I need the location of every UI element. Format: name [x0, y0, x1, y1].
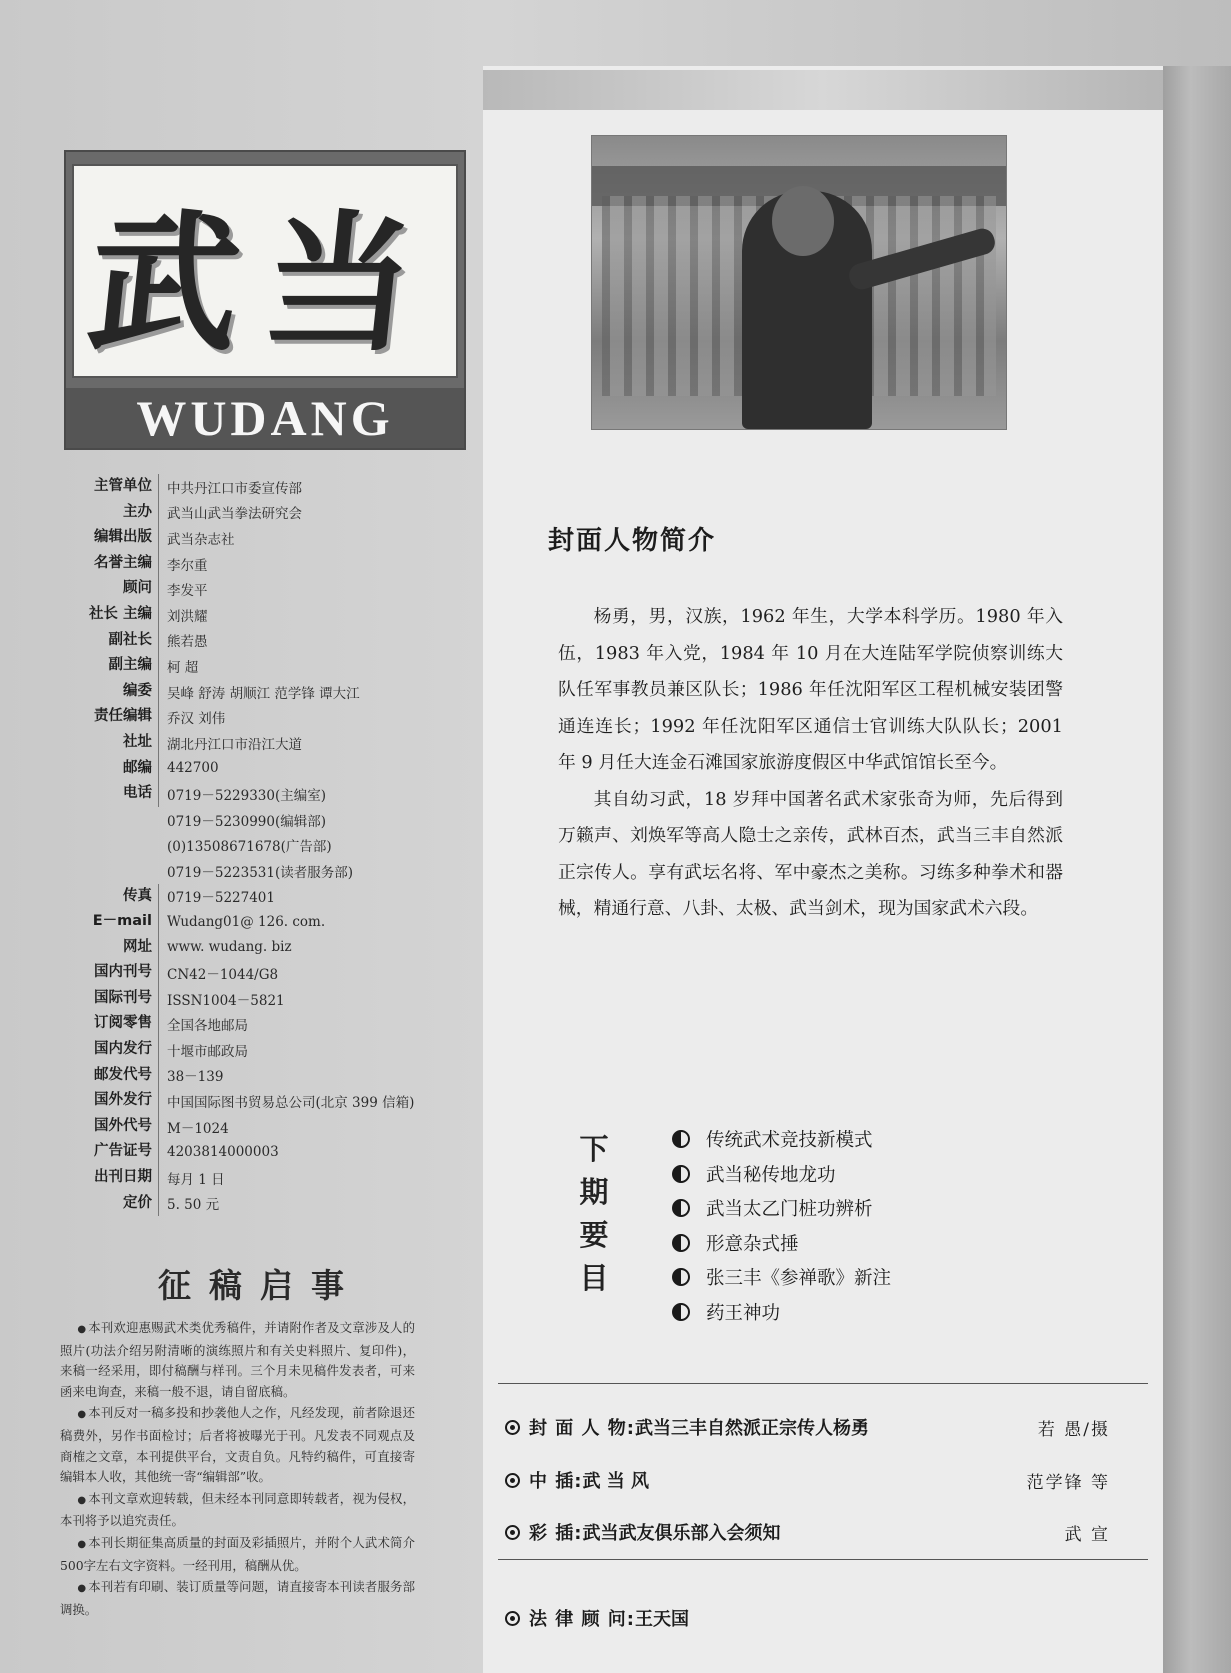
info-row	[66, 679, 466, 705]
info-label: 广告证号	[66, 1139, 159, 1165]
logo-box	[72, 164, 458, 378]
notice-paragraph: ● 本刊长期征集高质量的封面及彩插照片，并附个人武术简介500字左右文字资料。一经刊用，稿酬从优。	[60, 1533, 415, 1576]
masthead-column	[0, 0, 478, 1673]
info-row	[66, 602, 466, 628]
info-row	[66, 704, 466, 730]
next-issue-char: 下	[579, 1132, 609, 1166]
credit-value: 武当武友俱乐部入会须知	[582, 1523, 781, 1544]
info-value: Wudang01@ 126. com.	[167, 913, 326, 930]
credit-value: 武当三丰自然派正宗传人杨勇	[635, 1418, 869, 1439]
next-issue-list	[672, 1122, 1092, 1329]
target-bullet-icon	[505, 1473, 520, 1488]
next-issue-item-label: 药王神功	[706, 1302, 781, 1324]
info-row	[66, 1037, 466, 1063]
info-label: 邮编	[66, 756, 159, 782]
info-row	[66, 858, 466, 884]
target-bullet-icon	[505, 1420, 520, 1435]
info-row	[66, 525, 466, 551]
info-label: 副社长	[66, 628, 159, 654]
info-label: 出刊日期	[66, 1165, 159, 1191]
info-row	[66, 807, 466, 833]
masthead	[64, 150, 466, 450]
next-issue-label	[574, 1128, 614, 1300]
page-edge-shadow	[1163, 66, 1231, 1673]
info-value: www. wudang. biz	[167, 939, 292, 956]
info-label: 传真	[66, 884, 159, 910]
info-value: 全国各地邮局	[167, 1018, 248, 1035]
info-label: 编委	[66, 679, 159, 705]
info-value: 熊若愚	[167, 634, 208, 651]
publication-info-table	[66, 474, 466, 1216]
info-row	[66, 730, 466, 756]
half-circle-bullet-icon	[672, 1130, 690, 1148]
info-label: 副主编	[66, 653, 159, 679]
credit-value: 武 当 风	[582, 1471, 650, 1492]
notice-paragraph: ● 本刊欢迎惠赐武术类优秀稿件，并请附作者及文章涉及人的照片(功法介绍另附清晰的演练照片和有关史料照片、复印件)，来稿一经采用，即付稿酬与样刊。三个月未见稿件发表者，可来函来电询查，来稿一般不退，请自留底稿。	[60, 1318, 415, 1402]
magazine-logo-en: WUDANG	[66, 388, 464, 448]
info-row	[66, 884, 466, 910]
info-value: 柯 超	[167, 659, 199, 676]
info-row	[66, 1088, 466, 1114]
half-circle-bullet-icon	[672, 1303, 690, 1321]
info-row	[66, 832, 466, 858]
target-bullet-icon	[505, 1611, 520, 1626]
info-row	[66, 986, 466, 1012]
next-issue-item	[672, 1295, 1092, 1330]
info-row	[66, 628, 466, 654]
info-value: 湖北丹江口市沿江大道	[167, 736, 302, 753]
info-label: 名誉主编	[66, 551, 159, 577]
next-issue-char: 期	[579, 1175, 609, 1209]
info-value: CN42－1044/G8	[167, 967, 279, 984]
info-value: 武当山武当拳法研究会	[167, 506, 302, 523]
info-row	[66, 960, 466, 986]
credit-label: 彩 插:	[529, 1523, 583, 1544]
half-circle-bullet-icon	[672, 1165, 690, 1183]
bio-paragraph-1: 杨勇，男，汉族，1962 年生，大学本科学历。1980 年入伍，1983 年入党，1984 年 10 月在大连陆军学院侦察训练大队任军事教员兼区队长；1986 年任沈阳军区工程机械安装团警通连连长；1992 年任沈阳军区通信士官训练大队队长；2001 年 9 月任大连金石滩国家旅游度假区中华武馆馆长至今。	[558, 606, 1063, 773]
next-issue-item	[672, 1122, 1092, 1157]
info-label: 责任编辑	[66, 704, 159, 730]
next-issue-item	[672, 1260, 1092, 1295]
info-row	[66, 1011, 466, 1037]
info-value: 十堰市邮政局	[167, 1043, 248, 1060]
info-value: 乔汉 刘伟	[167, 711, 226, 728]
info-value: 4203814000003	[167, 1144, 279, 1161]
article-body	[558, 599, 1063, 928]
half-circle-bullet-icon	[672, 1199, 690, 1217]
info-label: 国外发行	[66, 1088, 159, 1114]
next-issue-item-label: 武当太乙门桩功辨析	[706, 1199, 873, 1221]
info-value: 李发平	[167, 583, 208, 600]
info-label: 定价	[66, 1191, 159, 1217]
info-label: 订阅零售	[66, 1011, 159, 1037]
info-label: 国内刊号	[66, 960, 159, 986]
credit-label: 封 面 人 物:	[529, 1418, 635, 1439]
credit-row-cover	[505, 1414, 1110, 1440]
info-label: 主办	[66, 500, 159, 526]
info-label: 网址	[66, 935, 159, 961]
info-value: 刘洪耀	[167, 608, 208, 625]
info-label: 顾问	[66, 576, 159, 602]
info-row	[66, 653, 466, 679]
notice-paragraph: ● 本刊若有印刷、装订质量等问题，请直接寄本刊读者服务部调换。	[60, 1577, 415, 1620]
next-issue-item	[672, 1191, 1092, 1226]
credit-author: 范学锋 等	[1026, 1472, 1110, 1493]
info-label: 社长 主编	[66, 602, 159, 628]
info-label: 国内发行	[66, 1037, 159, 1063]
info-row	[66, 1191, 466, 1217]
info-label: 主管单位	[66, 474, 159, 500]
article-title: 封面人物简介	[548, 526, 717, 556]
credit-label: 中 插:	[529, 1471, 583, 1492]
target-bullet-icon	[505, 1525, 520, 1540]
info-row	[66, 551, 466, 577]
credit-row-legal	[505, 1605, 1110, 1631]
info-value: 吴峰 舒涛 胡顺江 范学锋 谭大江	[167, 685, 360, 702]
info-value: 武当杂志社	[167, 531, 235, 548]
info-row	[66, 576, 466, 602]
info-row	[66, 1114, 466, 1140]
info-value: 0719－5230990(编辑部)	[167, 813, 327, 830]
next-issue-item	[672, 1226, 1092, 1261]
info-row	[66, 909, 466, 935]
info-value: 0719－5227401	[167, 890, 275, 907]
next-issue-char: 要	[579, 1218, 609, 1252]
info-label: 社址	[66, 730, 159, 756]
info-value: 中共丹江口市委宣传部	[167, 480, 302, 497]
info-value: (0)13508671678(广告部)	[167, 839, 332, 856]
info-row	[66, 1139, 466, 1165]
bio-paragraph-2: 其自幼习武，18 岁拜中国著名武术家张奇为师，先后得到万籁声、刘焕军等高人隐士之亲传，武林百杰，武当三丰自然派正宗传人。享有武坛名将、军中豪杰之美称。习练多种拳术和器械，精通行意、八卦、太极、武当剑术，现为国家武术六段。	[558, 788, 1063, 919]
half-circle-bullet-icon	[672, 1268, 690, 1286]
next-issue-item-label: 传统武术竞技新模式	[706, 1130, 873, 1152]
next-issue-item-label: 张三丰《参禅歌》新注	[706, 1268, 892, 1290]
info-row	[66, 474, 466, 500]
notice-paragraph: ● 本刊文章欢迎转载，但未经本刊同意即转载者，视为侵权，本刊将予以追究责任。	[60, 1489, 415, 1532]
info-value: ISSN1004－5821	[167, 992, 285, 1009]
divider-top	[498, 1383, 1148, 1384]
info-value: 0719－5229330(主编室)	[167, 787, 327, 804]
info-value: 中国国际图书贸易总公司(北京 399 信箱)	[167, 1095, 415, 1112]
info-label: 编辑出版	[66, 525, 159, 551]
next-issue-item-label: 武当秘传地龙功	[706, 1164, 836, 1186]
info-value: M－1024	[167, 1120, 229, 1137]
credit-label: 法 律 顾 问:	[529, 1609, 635, 1630]
credit-author: 武 宣	[1064, 1524, 1110, 1545]
next-issue-item	[672, 1157, 1092, 1192]
credit-value: 王天国	[635, 1609, 689, 1630]
cover-person-photo	[591, 135, 1007, 430]
info-value: 38－139	[167, 1069, 224, 1086]
info-value: 442700	[167, 760, 219, 777]
info-label: 电话	[66, 781, 159, 807]
credit-row-color-insert	[505, 1519, 1110, 1545]
notice-paragraph: ● 本刊反对一稿多投和抄袭他人之作，凡经发现，前者除退还稿费外，另作书面检讨；后者将被曝光于刊。凡发表不同观点及商榷之文章，本刊提供平台，文责自负。凡特约稿件，可直接寄编辑本人收，其他统一寄“编辑部”收。	[60, 1403, 415, 1487]
half-circle-bullet-icon	[672, 1234, 690, 1252]
info-row	[66, 781, 466, 807]
info-row	[66, 500, 466, 526]
magazine-logo-cn: 武当	[80, 196, 447, 372]
info-label: E－mail	[66, 909, 159, 935]
info-label: 国外代号	[66, 1114, 159, 1140]
photo-head	[772, 186, 834, 256]
info-value: 0719－5223531(读者服务部)	[167, 864, 354, 881]
info-label: 邮发代号	[66, 1063, 159, 1089]
info-row	[66, 756, 466, 782]
info-row	[66, 1165, 466, 1191]
info-row	[66, 935, 466, 961]
info-row	[66, 1063, 466, 1089]
credit-row-insert	[505, 1467, 1110, 1493]
credit-author: 若 愚/摄	[1037, 1419, 1110, 1440]
info-value: 5. 50 元	[167, 1197, 220, 1214]
next-issue-item-label: 形意杂式捶	[706, 1233, 799, 1255]
notice-title: 征稿启事	[158, 1266, 362, 1305]
next-issue-char: 目	[579, 1261, 609, 1295]
info-label: 国际刊号	[66, 986, 159, 1012]
header-band	[483, 70, 1163, 110]
info-value: 李尔重	[167, 557, 208, 574]
divider-bottom	[498, 1559, 1148, 1560]
info-value: 每月 1 日	[167, 1171, 225, 1188]
submission-notice	[60, 1318, 415, 1621]
